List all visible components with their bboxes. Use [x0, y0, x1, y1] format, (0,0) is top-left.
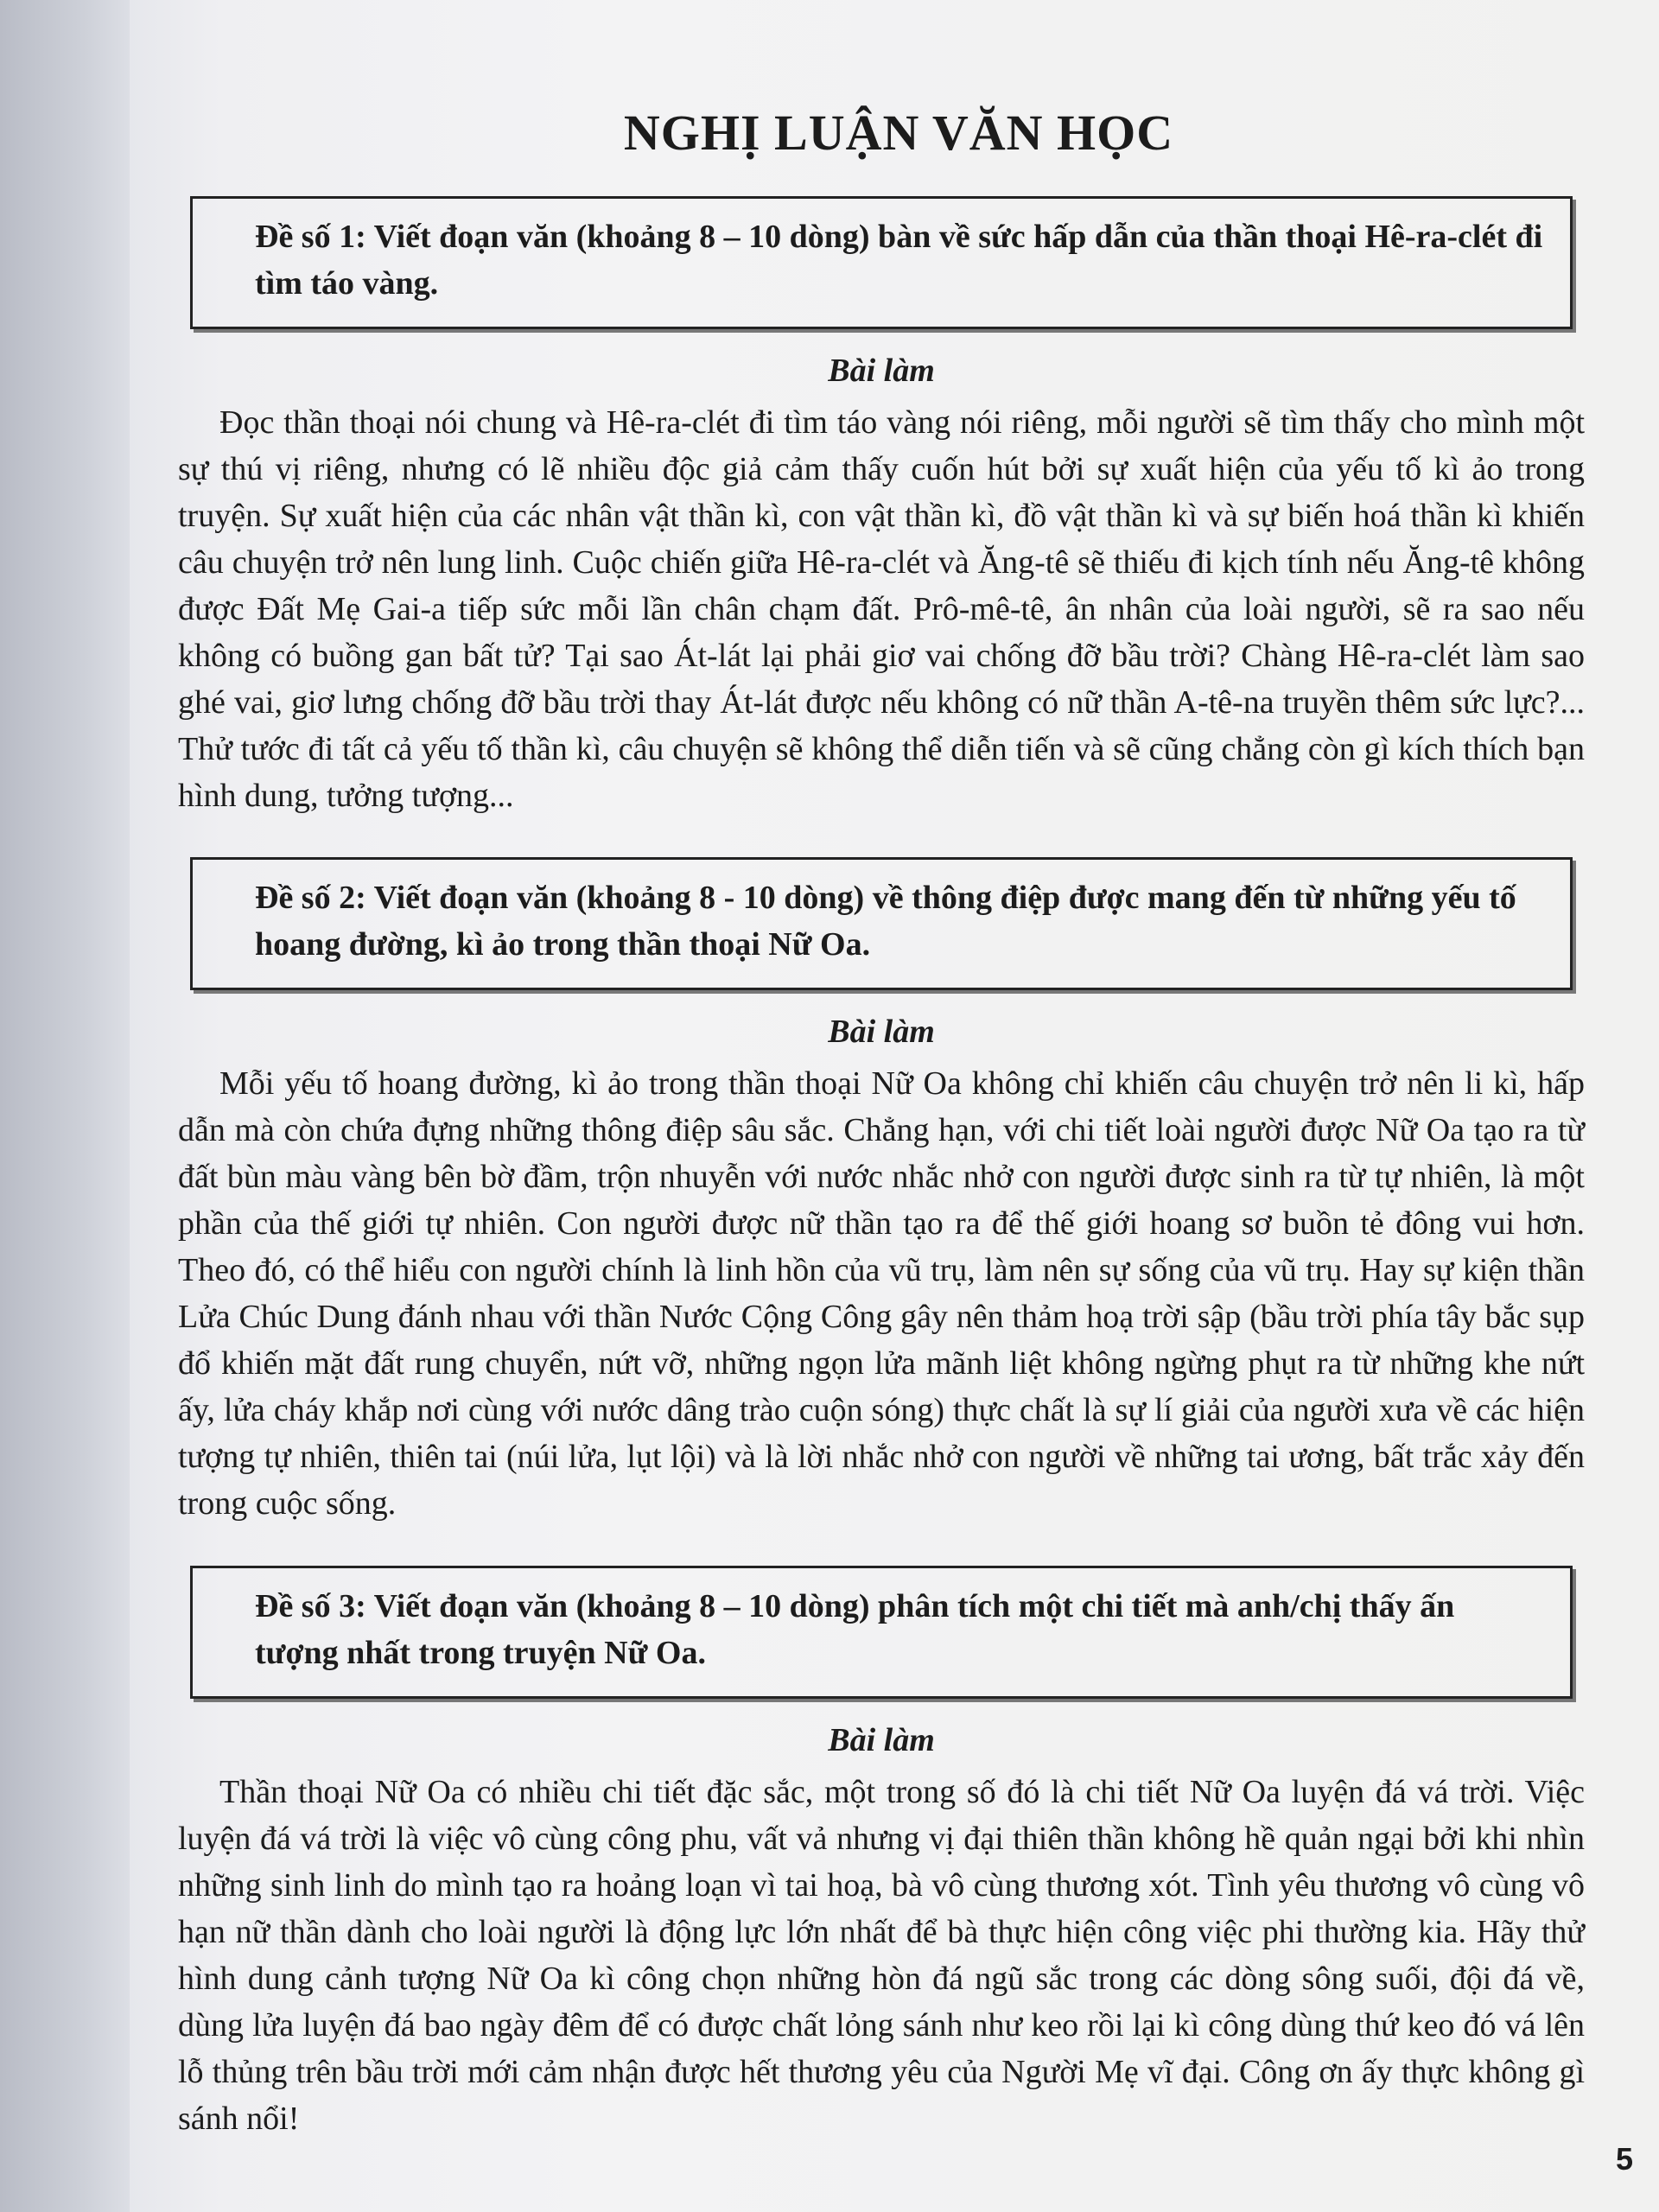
- question-text-2: Đề số 2: Viết đoạn văn (khoảng 8 - 10 dòng) về thông điệp được mang đến từ những yếu tố hoang đường, kì ảo trong thần thoại Nữ Oa.: [255, 880, 1516, 963]
- book-page: [130, 0, 1659, 2212]
- answer-heading-1: Bài làm: [828, 352, 935, 389]
- page-content: [173, 104, 1590, 2180]
- question-text-3: Đề số 3: Viết đoạn văn (khoảng 8 – 10 dòng) phân tích một chi tiết mà anh/chị thấy ấn tượng nhất trong truyện Nữ Oa.: [255, 1587, 1455, 1671]
- question-box-2: [190, 857, 1573, 990]
- section-3: [173, 1566, 1590, 2143]
- answer-heading-3: Bài làm: [828, 1721, 935, 1758]
- answer-text-2: Mỗi yếu tố hoang đường, kì ảo trong thần thoại Nữ Oa không chỉ khiến câu chuyện trở nên li kì, hấp dẫn mà còn chứa đựng những thông điệp sâu sắc. Chẳng hạn, với chi tiết loài người được Nữ Oa tạo ra từ đất bùn màu vàng bên bờ đầm, trộn nhuyễn với nước nhắc nhở con người được sinh ra từ tự nhiên, là một phần của thế giới tự nhiên. Con người được nữ thần tạo ra để thế giới hoang sơ buồn tẻ đông vui hơn. Theo đó, có thể hiểu con người chính là linh hồn của vũ trụ, làm nên sự sống của vũ trụ. Hay sự kiện thần Lửa Chúc Dung đánh nhau với thần Nước Cộng Công gây nên thảm hoạ trời sập (bầu trời phía tây bắc sụp đổ khiến mặt đất rung chuyển, nứt vỡ, những ngọn lửa mãnh liệt không ngừng phụt ra từ những khe nứt ấy, lửa cháy khắp nơi cùng với nước dâng trào cuộn sóng) thực chất là sự lí giải của người xưa về các hiện tượng tự nhiên, thiên tai (núi lửa, lụt lội) và là lời nhắc nhở con người về những tai ương, bất trắc xảy đến trong cuộc sống.: [178, 1065, 1585, 1522]
- question-box-3: [190, 1566, 1573, 1699]
- section-1: [173, 196, 1590, 819]
- question-box-1: [190, 196, 1573, 329]
- answer-text-1: Đọc thần thoại nói chung và Hê-ra-clét đi tìm táo vàng nói riêng, mỗi người sẽ tìm thấy cho mình một sự thú vị riêng, nhưng có lẽ nhiều độc giả cảm thấy cuốn hút bởi sự xuất hiện của yếu tố kì ảo trong truyện. Sự xuất hiện của các nhân vật thần kì, con vật thần kì, đồ vật thần kì và sự biến hoá thần kì khiến câu chuyện trở nên lung linh. Cuộc chiến giữa Hê-ra-clét và Ăng-tê sẽ thiếu đi kịch tính nếu Ăng-tê không được Đất Mẹ Gai-a tiếp sức mỗi lần chân chạm đất. Prô-mê-tê, ân nhân của loài người, sẽ ra sao nếu không có buồng gan bất tử? Tại sao Át-lát lại phải giơ vai chống đỡ bầu trời? Chàng Hê-ra-clét làm sao ghé vai, giơ lưng chống đỡ bầu trời thay Át-lát được nếu không có nữ thần A-tê-na truyền thêm sức lực?... Thử tước đi tất cả yếu tố thần kì, câu chuyện sẽ không thể diễn tiến và sẽ cũng chẳng còn gì kích thích bạn hình dung, tưởng tượng...: [178, 404, 1585, 814]
- section-2: [173, 857, 1590, 1527]
- question-text-1: Đề số 1: Viết đoạn văn (khoảng 8 – 10 dòng) bàn về sức hấp dẫn của thần thoại Hê-ra-clét đi tìm táo vàng.: [255, 219, 1543, 302]
- page-title: NGHỊ LUẬN VĂN HỌC: [623, 105, 1174, 161]
- page-number: 5: [1615, 2141, 1633, 2177]
- answer-heading-2: Bài làm: [828, 1014, 935, 1051]
- answer-text-3: Thần thoại Nữ Oa có nhiều chi tiết đặc sắc, một trong số đó là chi tiết Nữ Oa luyện đá vá trời. Việc luyện đá vá trời là việc vô cùng công phu, vất vả nhưng vị đại thiên thần không hề quản ngại bởi khi nhìn những sinh linh do mình tạo ra hoảng loạn vì tai hoạ, bà vô cùng thương xót. Tình yêu thương vô cùng vô hạn nữ thần dành cho loài người là động lực lớn nhất để bà thực hiện công việc phi thường kia. Hãy thử hình dung cảnh tượng Nữ Oa kì công chọn những hòn đá ngũ sắc trong các dòng sông suối, đội đá về, dùng lửa luyện đá bao ngày đêm để có được chất lỏng sánh như keo rồi lại kì công dùng thứ keo đó vá lên lỗ thủng trên bầu trời mới cảm nhận được hết thương yêu của Người Mẹ vĩ đại. Công ơn ấy thực không gì sánh nổi!: [178, 1773, 1585, 2137]
- book-spine-shadow: [0, 0, 138, 2212]
